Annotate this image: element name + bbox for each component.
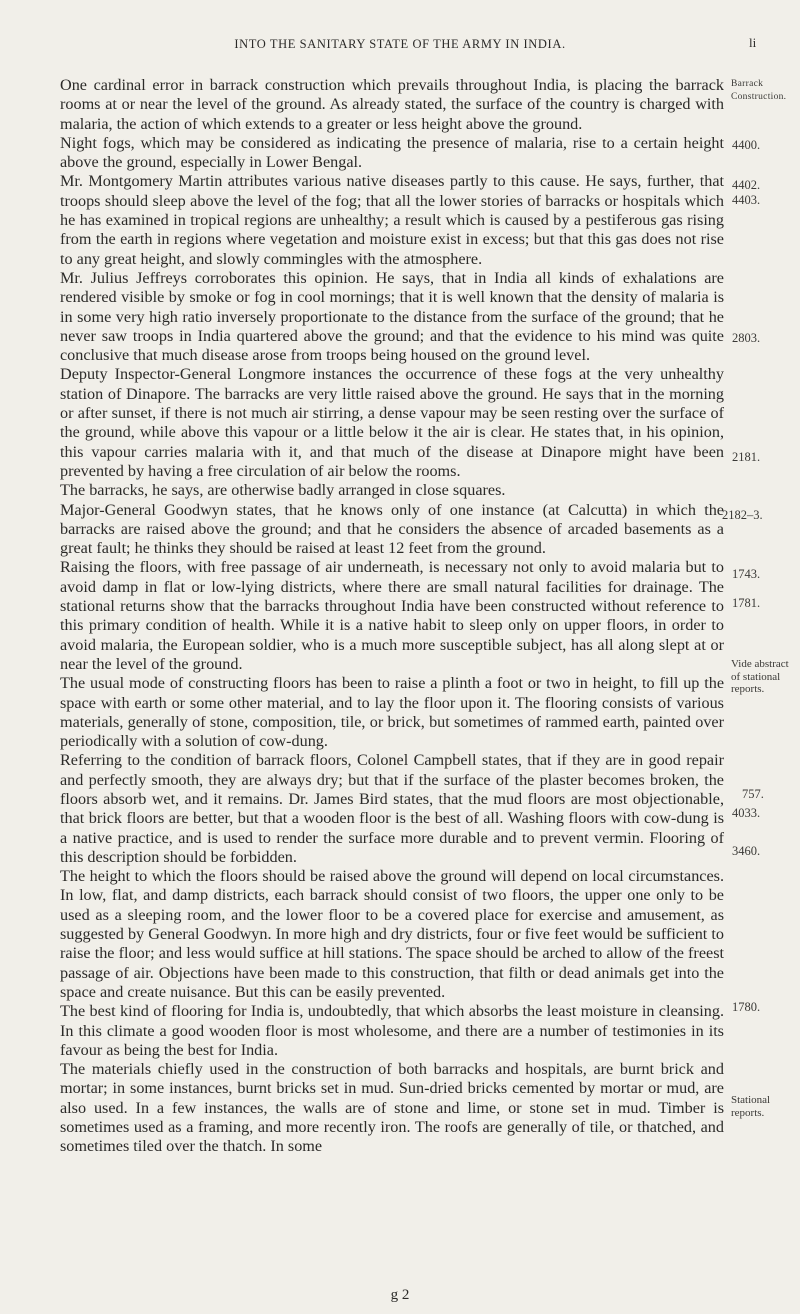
- margin-note-barrack-construction: Barrack Construction.: [731, 79, 787, 102]
- paragraph: The materials chiefly used in the construction of both barracks and hospitals, are burnt brick and mortar; in some instances, burnt bricks set in mud. Sun-dried bricks cemented by mortar or mud, are also used. In a few instances, the walls are of stone and lime, or stone set in mud. Timber is sometimes used as a framing, and more recently iron. The roofs are generally of tile, or thatched, and sometimes tiled over the thatch. In some: [60, 1060, 724, 1156]
- reference-number: 4033.: [732, 806, 761, 820]
- paragraph: Deputy Inspector-General Longmore instances the occurrence of these fogs at the very unhealthy station of Dinapore. The barracks are very little raised above the ground. He says that in the morning or after sunset, if there is not much air stirring, a dense vapour may be seen resting over the surface of the ground, while above this vapour or a little below it the air is clear. He states that, in his opinion, this vapour carries malaria with it, and that much of the disease at Dinapore might have been prevented by having a free circulation of air below the rooms.: [60, 365, 724, 480]
- paragraph: Mr. Montgomery Martin attributes various native diseases partly to this cause. He says, further, that troops should sleep above the level of the fog; that all the lower stories of barracks or hospitals which he has examined in tropical regions are unhealthy; a result which is caused by a pestiferous gas rising from the earth in regions where vegetation and moisture exist in excess; but that this gas does not rise to any great height, and slowly commingles with the atmosphere.: [60, 172, 724, 268]
- signature-mark: g 2: [390, 1287, 410, 1303]
- paragraph: Night fogs, which may be considered as indicating the presence of malaria, rise to a certain height above the ground, especially in Lower Bengal.: [60, 133, 724, 172]
- paragraph: One cardinal error in barrack construction which prevails throughout India, is placing the barrack rooms at or near the level of the ground. As already stated, the surface of the country is charged with malaria, the action of which extends to a greater or less height above the ground.: [60, 76, 724, 133]
- body-text: [60, 76, 724, 1157]
- reference-number: 1781.: [732, 596, 761, 610]
- reference-number: 1780.: [732, 1000, 761, 1014]
- paragraph: The barracks, he says, are otherwise badly arranged in close squares.: [60, 481, 506, 500]
- paragraph: Referring to the condition of barrack floors, Colonel Campbell states, that if they are in good repair and perfectly smooth, they are always dry; but that if the surface of the plaster becomes broken, the floors absorb wet, and it remains. Dr. James Bird states, that the mud floors are most objectionable, that brick floors are better, but that a wooden floor is the best of all. Washing floors with cow-dung is a native practice, and is used to render the surface more durable and to prevent vermin. Flooring of this description should be forbidden.: [60, 751, 724, 866]
- paragraph: The usual mode of constructing floors has been to raise a plinth a foot or two in height, to fill up the space with earth or some other material, and to lay the floor upon it. The flooring consists of various materials, generally of stone, composition, tile, or brick, but sometimes of rammed earth, painted over periodically with a solution of cow-dung.: [60, 674, 724, 751]
- margin-note-vide-abstract: Vide abstract of stational reports.: [731, 658, 789, 695]
- reference-number: 3460.: [732, 844, 761, 858]
- paragraph: Raising the floors, with free passage of air underneath, is necessary not only to avoid malaria but to avoid damp in flat or low-lying districts, where there are small natural facilities for drainage. The stational returns show that the barracks throughout India have been constructed without reference to this primary condition of health. While it is a native habit to sleep only on upper floors, in order to avoid malaria, the European soldier, who is a much more susceptible subject, has all along slept at or near the level of the ground.: [60, 558, 724, 673]
- reference-number: 2181.: [732, 450, 761, 464]
- reference-number: 4402.: [732, 178, 761, 192]
- reference-number: 2803.: [732, 331, 761, 345]
- reference-number: 2182–3.: [722, 508, 763, 522]
- running-head: INTO THE SANITARY STATE OF THE ARMY IN INDIA.: [234, 37, 566, 51]
- reference-number: 4403.: [732, 193, 761, 207]
- paragraph: Mr. Julius Jeffreys corroborates this opinion. He says, that in India all kinds of exhalations are rendered visible by smoke or fog in cool mornings; that it is well known that the density of malaria is in some very high ratio inversely proportionate to the distance from the surface of the ground; that he never saw troops in India quartered above the ground; and that the evidence to his mind was quite conclusive that much disease arose from troops being housed on the ground level.: [60, 268, 724, 365]
- paragraph: The height to which the floors should be raised above the ground will depend on local circumstances. In low, flat, and damp districts, each barrack should consist of two floors, the upper one only to be used as a sleeping room, and the lower floor to be a covered place for exercise and amusement, as suggested by General Goodwyn. In more high and dry districts, four or five feet would be sufficient to raise the floor; and less would suffice at hill stations. The space should be arched to allow of the freest passage of air. Objections have been made to this construction, that filth or dead animals get into the space and create nuisance. But this can be easily prevented.: [60, 867, 724, 1001]
- reference-number: 4400.: [732, 138, 761, 152]
- page-number: li: [749, 35, 757, 50]
- reference-number: 757.: [742, 787, 764, 801]
- reference-number: 1743.: [732, 567, 761, 581]
- paragraph: Major-General Goodwyn states, that he knows only of one instance (at Calcutta) in which the barracks are raised above the ground; and that he considers the absence of arcaded basements as a great fault; he thinks they should be raised at least 12 feet from the ground.: [60, 500, 724, 558]
- paragraph: The best kind of flooring for India is, undoubtedly, that which absorbs the least moisture in cleansing. In this climate a good wooden floor is most wholesome, and there are a number of testimonies in its favour as being the best for India.: [60, 1002, 724, 1059]
- margin-note-stational-reports: Stational reports.: [731, 1094, 771, 1119]
